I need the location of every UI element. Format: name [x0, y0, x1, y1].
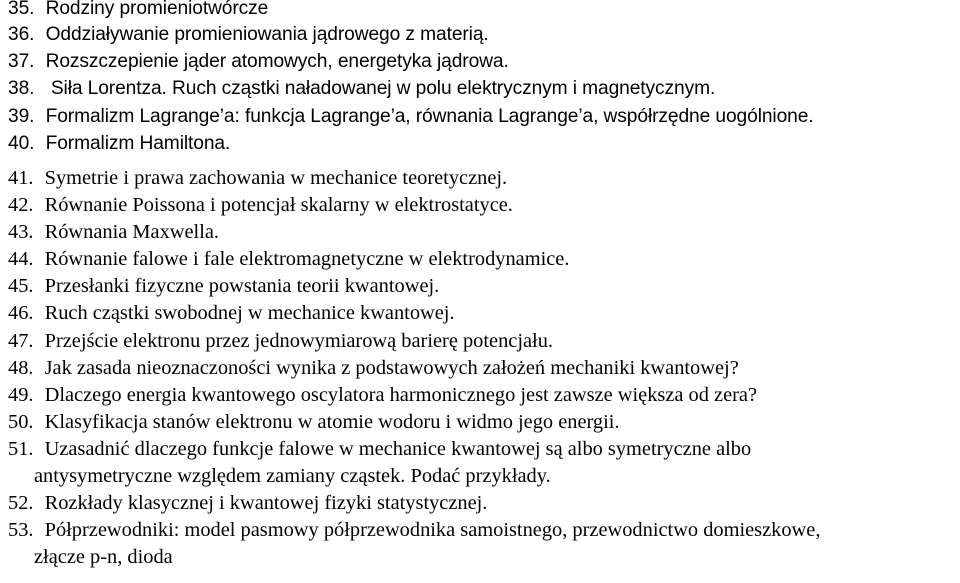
list-item: [8, 76, 715, 102]
list-item: [8, 165, 507, 191]
list-item: [8, 355, 739, 381]
item-number: 45.: [8, 275, 34, 297]
item-text: Siła Lorentza. Ruch cząstki naładowanej w polu elektrycznym i magnetycznym.: [45, 78, 716, 99]
item-number: 52.: [8, 492, 34, 514]
item-text: Równania Maxwella.: [44, 221, 220, 243]
item-number: 51.: [8, 438, 34, 460]
item-number: 35.: [8, 0, 35, 19]
item-text: Przejście elektronu przez jednowymiarową barierę potencjału.: [44, 330, 554, 352]
item-text: Dlaczego energia kwantowego oscylatora harmonicznego jest zawsze większa od zera?: [44, 384, 758, 406]
item-text: Rozszczepienie jąder atomowych, energetyka jądrowa.: [45, 51, 509, 72]
item-text: Formalizm Lagrange’a: funkcja Lagrange’a, równania Lagrange’a, współrzędne uogólnione.: [45, 106, 814, 127]
list-item: [8, 273, 439, 299]
item-number: 36.: [8, 24, 35, 45]
item-text: Klasyfikacja stanów elektronu w atomie wodoru i widmo jego energii.: [44, 411, 620, 433]
item-number: 48.: [8, 357, 34, 379]
item-text: Rozkłady klasycznej i kwantowej fizyki statystycznej.: [44, 492, 488, 514]
item-number: 44.: [8, 248, 34, 270]
list-item: [8, 490, 487, 516]
list-item: [8, 0, 268, 22]
list-item: [8, 517, 820, 543]
item-number: 43.: [8, 221, 34, 243]
list-item: [8, 49, 509, 75]
item-number: 46.: [8, 302, 34, 324]
list-item: [8, 382, 757, 408]
list-item: [8, 22, 489, 48]
list-item: [8, 300, 455, 326]
item-text-continuation: złącze p-n, dioda: [34, 546, 173, 568]
item-number: 41.: [8, 167, 34, 189]
item-number: 40.: [8, 133, 35, 154]
item-text-continuation: antysymetryczne względem zamiany cząstek. Podać przykłady.: [34, 465, 551, 487]
item-text: Przesłanki fizyczne powstania teorii kwantowej.: [44, 275, 440, 297]
list-item: [8, 219, 219, 245]
item-number: 49.: [8, 384, 34, 406]
item-number: 47.: [8, 330, 34, 352]
item-number: 38.: [8, 78, 35, 99]
item-number: 42.: [8, 194, 34, 216]
item-text: Oddziaływanie promieniowania jądrowego z materią.: [45, 24, 489, 45]
item-text: Równanie falowe i fale elektromagnetyczne w elektrodynamice.: [44, 248, 570, 270]
list-item: [8, 131, 230, 157]
item-number: 53.: [8, 519, 34, 541]
list-item: [8, 104, 814, 130]
list-item-continuation: [34, 463, 551, 489]
item-text: Półprzewodniki: model pasmowy półprzewodnika samoistnego, przewodnictwo domieszkowe,: [44, 519, 821, 541]
item-text: Rodziny promieniotwórcze: [45, 0, 269, 19]
item-text: Ruch cząstki swobodnej w mechanice kwantowej.: [44, 302, 455, 324]
item-number: 39.: [8, 106, 35, 127]
list-item: [8, 192, 513, 218]
item-text: Jak zasada nieoznaczoności wynika z podstawowych założeń mechaniki kwantowej?: [44, 357, 739, 379]
item-text: Symetrie i prawa zachowania w mechanice teoretycznej.: [44, 167, 508, 189]
list-item: [8, 436, 751, 462]
item-text: Uzasadnić dlaczego funkcje falowe w mechanice kwantowej są albo symetryczne albo: [44, 438, 752, 460]
item-number: 37.: [8, 51, 35, 72]
item-text: Formalizm Hamiltona.: [45, 133, 231, 154]
list-item-continuation: [34, 544, 173, 570]
list-item: [8, 328, 553, 354]
item-text: Równanie Poissona i potencjał skalarny w elektrostatyce.: [44, 194, 513, 216]
list-item: [8, 409, 620, 435]
item-number: 50.: [8, 411, 34, 433]
list-item: [8, 246, 569, 272]
